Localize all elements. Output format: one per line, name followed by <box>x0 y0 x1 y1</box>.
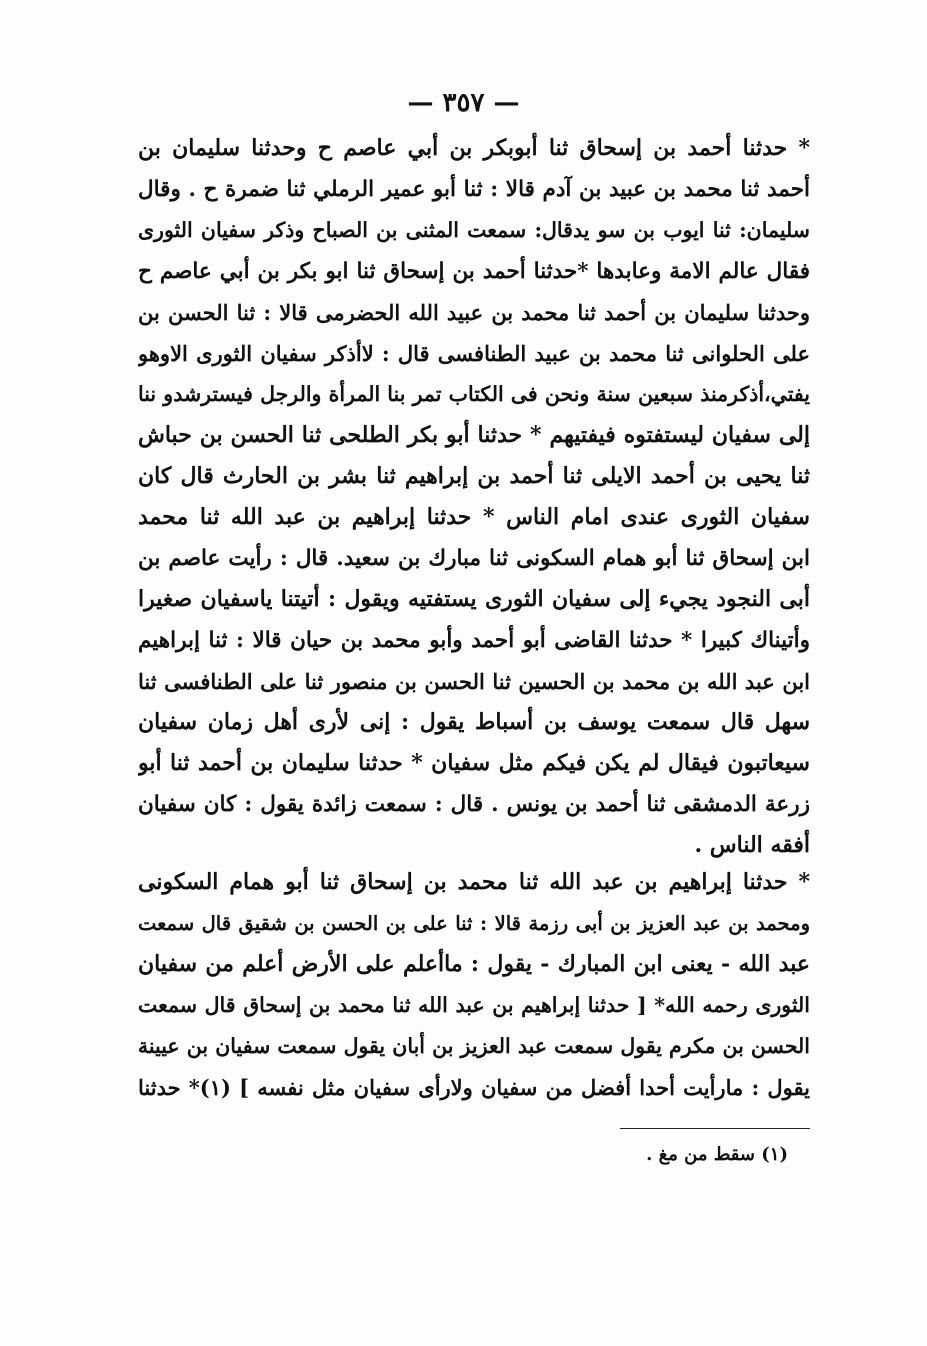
text-line: فقال عالم الامة وعابدها *حدثنا أحمد بن إسحاق ثنا ابو بكر بن أبي عاصم ح <box>138 259 810 284</box>
text-line: يقول : مارأيت أحدا أفضل من سفيان ولارأى سفيان مثل نفسه ] (١)* حدثنا <box>138 1075 810 1100</box>
text-line: سفيان الثورى عندى امام الناس * حدثنا إبراهيم بن عبد الله ثنا محمد <box>138 504 810 530</box>
text-line: الحسن بن مكرم يقول سمعت عبد العزيز بن أبان يقول سمعت سفيان بن عيينة <box>138 1034 810 1058</box>
text-line: سهل قال سمعت يوسف بن أسباط يقول : إنى لأرى أهل زمان سفيان <box>138 709 810 735</box>
text-line: الثورى رحمه الله* [ حدثنا إبراهيم بن عبد الله ثنا محمد بن إسحاق قال سمعت <box>138 993 810 1017</box>
text-line: ومحمد بن عبد العزيز بن أبى رزمة قالا : ثنا على بن الحسن بن شقيق قال سمعت <box>138 912 810 935</box>
page-number: — ٣٥٧ — <box>407 88 520 118</box>
text-line: ابن إسحاق ثنا أبو همام السكونى ثنا مبارك بن سعيد. قال : رأيت عاصم بن <box>138 546 810 571</box>
footnote-divider <box>620 1128 810 1129</box>
text-line: وحدثنا سليمان بن أحمد ثنا محمد بن عبيد الله الحضرمى قالا : ثنا الحسن بن <box>138 300 810 325</box>
text-line: يفتي،أذكرمنذ سبعين سنة ونحن فى الكتاب تمر بنا المرأة والرجل فيسترشدو ننا <box>138 382 810 406</box>
text-line: * حدثنا إبراهيم بن عبد الله ثنا محمد بن إسحاق ثنا أبو همام السكونى <box>138 869 810 895</box>
text-line: إلى سفيان ليستفتوه فيفتيهم * حدثنا أبو بكر الطلحى ثنا الحسن بن حباش <box>138 422 810 448</box>
footnote: (١) سقط من مغ . <box>646 1144 788 1165</box>
text-line: أحمد ثنا محمد بن عبيد بن آدم قالا : ثنا أبو عمير الرملي ثنا ضمرة ح . وقال <box>138 177 810 202</box>
text-line: على الحلوانى ثنا محمد بن عبيد الطنافسى قال : لاأذكر سفيان الثورى الاوهو <box>138 341 810 366</box>
text-line: سليمان: ثنا ايوب بن سو يدقال: سمعت المثنى بن الصباح وذكر سفيان الثورى <box>138 218 810 242</box>
paragraph-2 <box>138 862 810 1108</box>
text-line: عبد الله - يعنى ابن المبارك - يقول : ماأعلم على الأرض أعلم من سفيان <box>138 951 810 977</box>
paragraph-1 <box>138 128 810 866</box>
text-line: * حدثنا أحمد بن إسحاق ثنا أبوبكر بن أبي عاصم ح وحدثنا سليمان بن <box>138 135 810 161</box>
text-line: زرعة الدمشقى ثنا أحمد بن يونس . قال : سمعت زائدة يقول : كان سفيان <box>138 792 810 817</box>
text-line: أفقه الناس . <box>694 832 810 858</box>
text-line: سيعاتبون فيقال لم يكن فيكم مثل سفيان * حدثنا سليمان بن أحمد ثنا أبو <box>138 750 810 776</box>
text-line: ابن عبد الله بن محمد بن الحسين ثنا الحسن بن منصور ثنا على الطنافسى ثنا <box>138 669 810 694</box>
text-line: أبى النجود يجيء إلى سفيان الثورى يستفتيه ويقول : أتيتنا ياسفيان صغيرا <box>138 586 810 612</box>
text-line: ثنا يحيى بن أحمد الايلى ثنا أحمد بن إبراهيم ثنا بشر بن الحارث قال كان <box>138 463 810 489</box>
text-line: وأتيناك كبيرا * حدثنا القاضى أبو أحمد وأبو محمد بن حيان قالا : ثنا إبراهيم <box>138 628 810 653</box>
